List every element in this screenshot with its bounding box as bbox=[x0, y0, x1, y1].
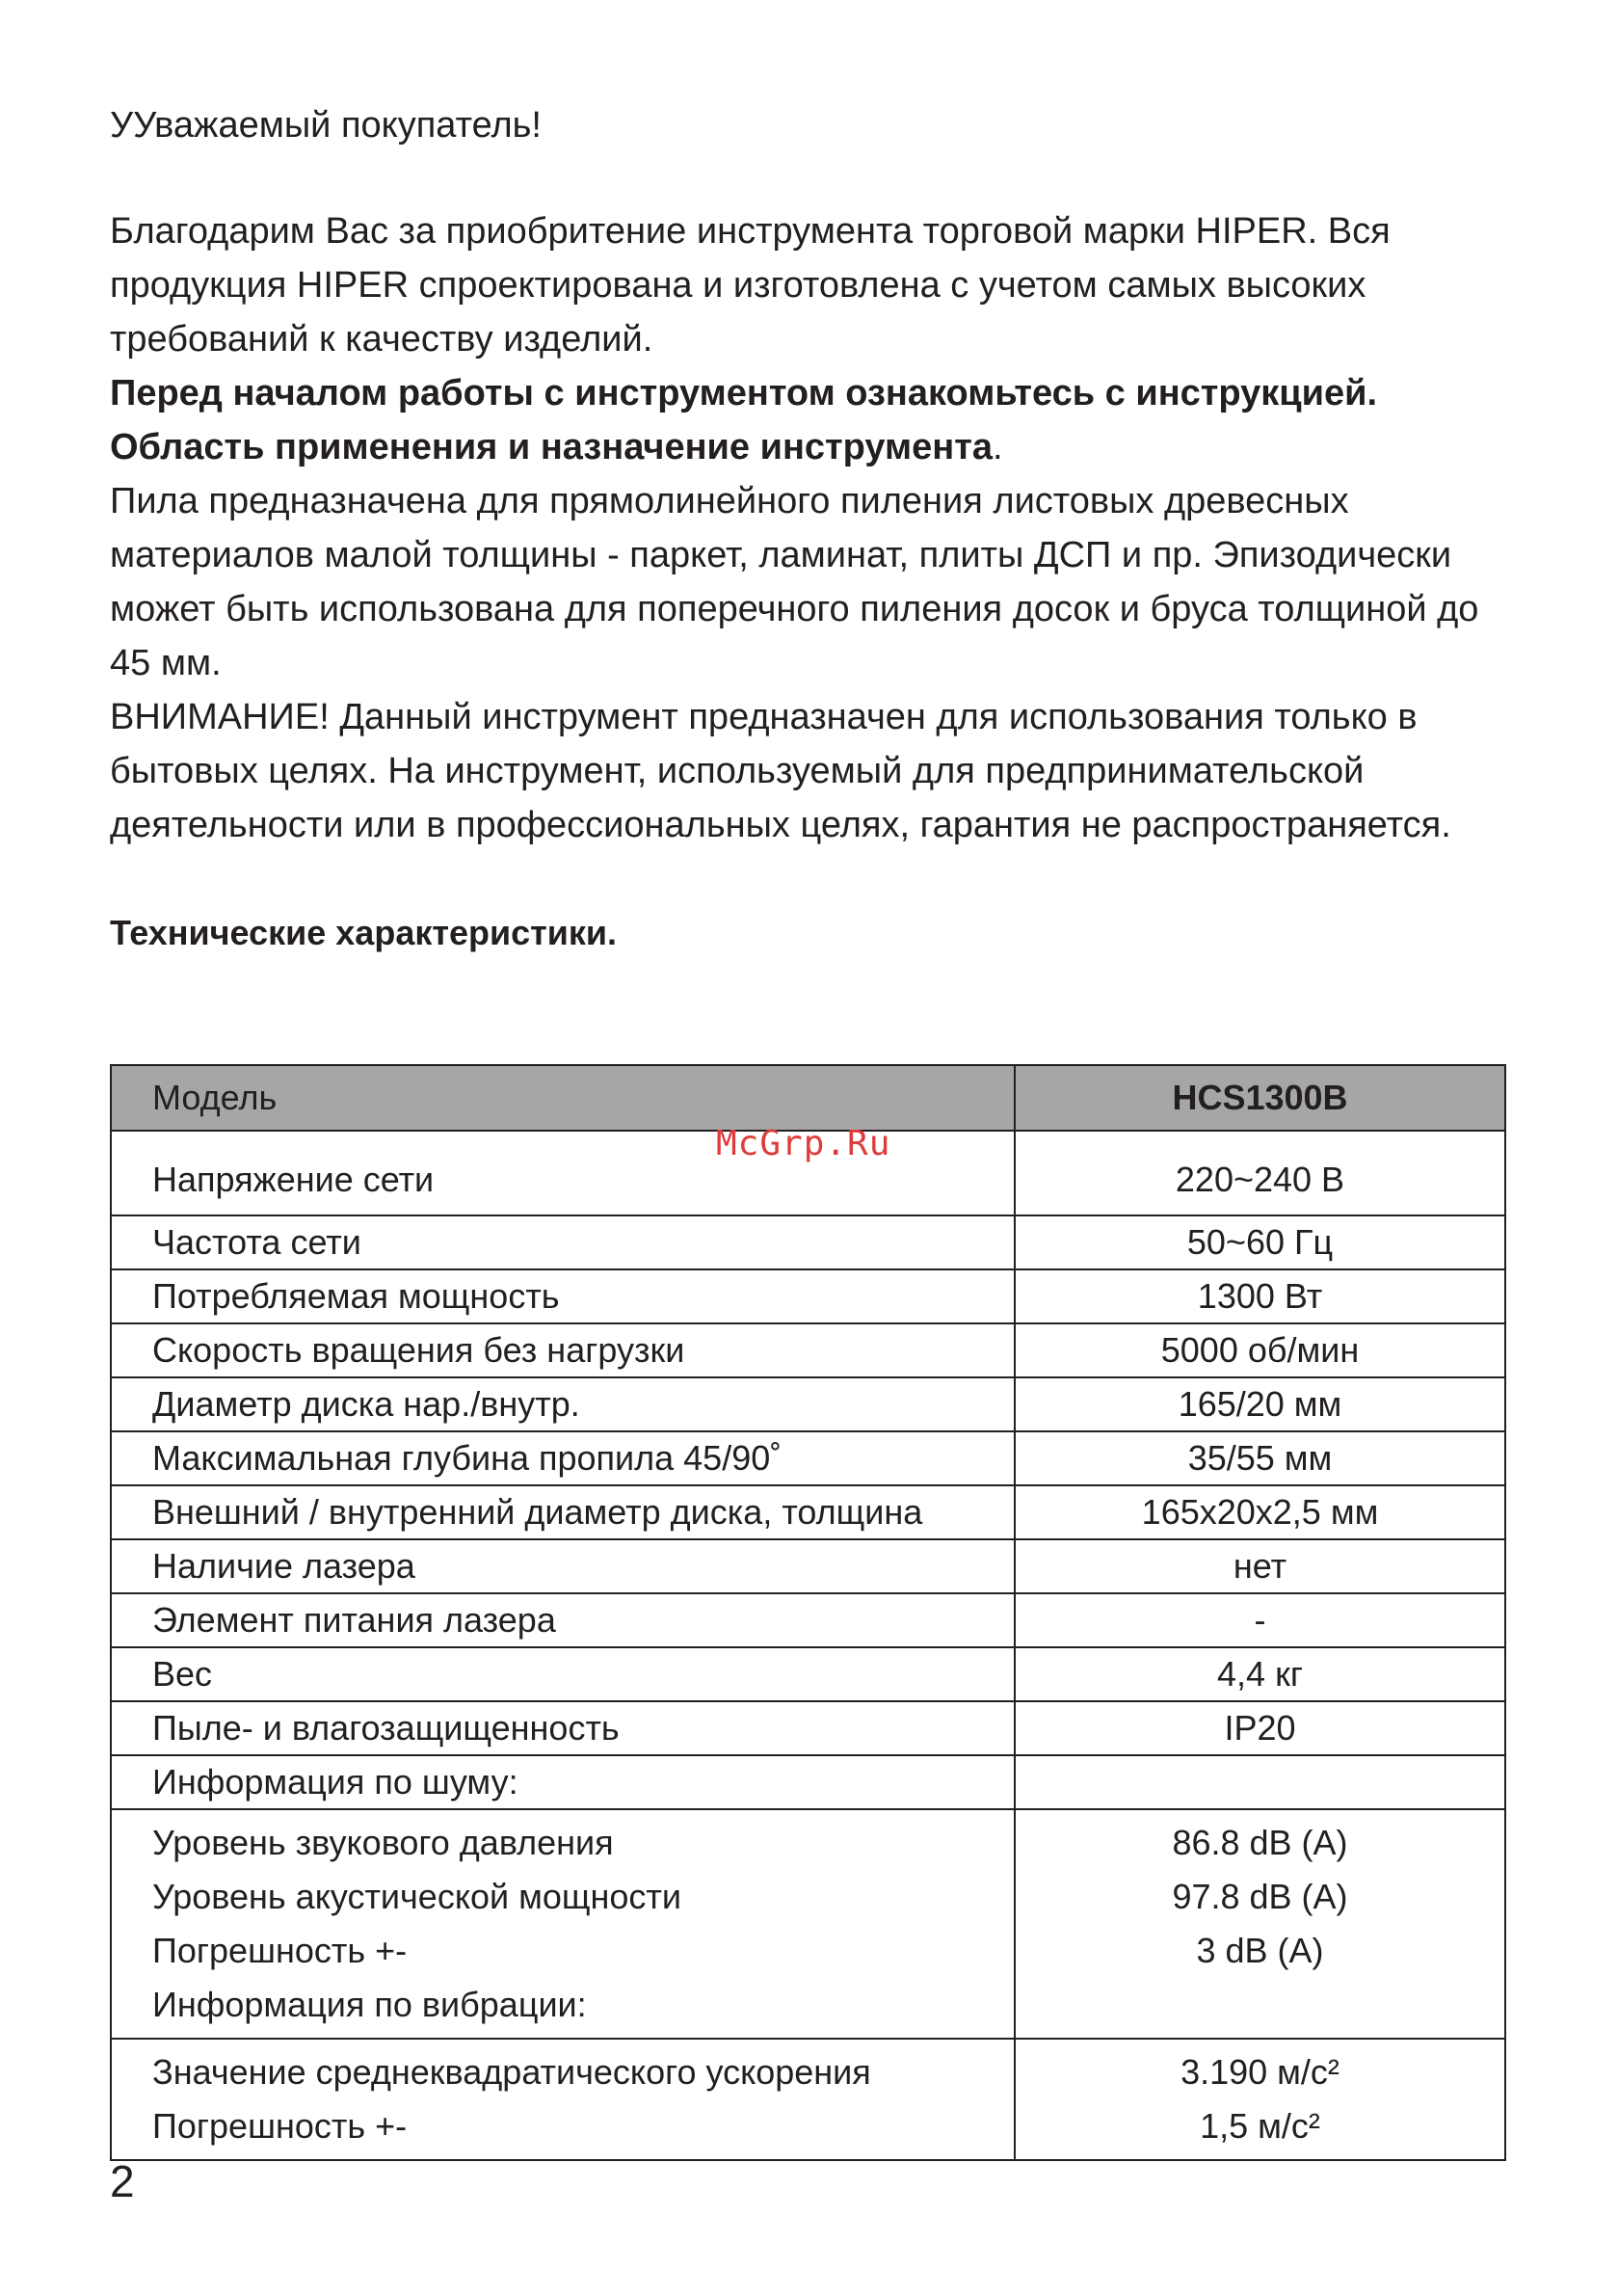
row-value: 35/55 мм bbox=[1015, 1431, 1505, 1485]
row-label: Наличие лазера bbox=[111, 1539, 1015, 1593]
row-value: 165x20x2,5 мм bbox=[1015, 1485, 1505, 1539]
noise-labels bbox=[111, 1809, 1015, 2039]
intro-paragraph: Благодарим Вас за приобритение инструмента торговой марки HIPER. Вся продукция HIPER спроектирована и изготовлена с учетом самых высоких требований к качеству изделий. bbox=[110, 211, 1391, 360]
table-row bbox=[111, 1539, 1505, 1593]
row-label: Информация по шуму: bbox=[111, 1755, 1015, 1809]
spec-table bbox=[110, 1064, 1506, 2161]
table-row bbox=[111, 1755, 1505, 1809]
row-value bbox=[1015, 1755, 1505, 1809]
table-row bbox=[111, 1701, 1505, 1755]
row-value: нет bbox=[1015, 1539, 1505, 1593]
row-label: Пыле- и влагозащищенность bbox=[111, 1701, 1015, 1755]
noise-value: 3 dB (A) bbox=[1196, 1931, 1324, 1970]
watermark: McGrp.Ru bbox=[716, 1124, 891, 1163]
row-value: 165/20 мм bbox=[1015, 1377, 1505, 1431]
greeting: УУважаемый покупатель! bbox=[110, 105, 542, 146]
intro-text bbox=[110, 204, 1526, 852]
noise-label: Информация по вибрации: bbox=[152, 1985, 587, 2024]
purpose-text: Пила предназначена для прямолинейного пиления листовых древесных материалов малой толщины - паркет, ламинат, плиты ДСП и пр. Эпизодически может быть использована для поперечного пиления досок и бруса толщиной до 45 мм. bbox=[110, 481, 1479, 683]
table-row bbox=[111, 1269, 1505, 1323]
tech-specs-heading: Технические характеристики. bbox=[110, 913, 618, 952]
row-label: Потребляемая мощность bbox=[111, 1269, 1015, 1323]
row-label: Скорость вращения без нагрузки bbox=[111, 1323, 1015, 1377]
row-value: 50~60 Гц bbox=[1015, 1215, 1505, 1269]
row-value: IP20 bbox=[1015, 1701, 1505, 1755]
model-value: HCS1300B bbox=[1015, 1065, 1505, 1131]
table-row bbox=[111, 1431, 1505, 1485]
table-row bbox=[111, 1377, 1505, 1431]
row-value: 220~240 В bbox=[1015, 1131, 1505, 1215]
vibration-labels bbox=[111, 2039, 1015, 2160]
noise-values bbox=[1015, 1809, 1505, 2039]
noise-value: 86.8 dB (A) bbox=[1172, 1823, 1348, 1862]
table-row bbox=[111, 1485, 1505, 1539]
row-value: 4,4 кг bbox=[1015, 1647, 1505, 1701]
noise-label: Погрешность +- bbox=[152, 1931, 408, 1970]
noise-value bbox=[1016, 1978, 1504, 2032]
row-label: Вес bbox=[111, 1647, 1015, 1701]
vibration-values bbox=[1015, 2039, 1505, 2160]
vibration-label: Значение среднеквадратического ускорения bbox=[152, 2052, 871, 2092]
purpose-heading-suffix: . bbox=[992, 427, 1003, 467]
row-label: Напряжение сети bbox=[111, 1131, 1015, 1215]
purpose-heading-line bbox=[110, 420, 1526, 474]
read-instructions-notice: Перед началом работы с инструментом ознакомьтесь с инструкцией. bbox=[110, 373, 1378, 414]
row-label: Максимальная глубина пропила 45/90˚ bbox=[111, 1431, 1015, 1485]
vibration-label: Погрешность +- bbox=[152, 2106, 408, 2146]
noise-label: Уровень акустической мощности bbox=[152, 1877, 681, 1916]
table-row bbox=[111, 1647, 1505, 1701]
table-row bbox=[111, 1215, 1505, 1269]
noise-group-row bbox=[111, 1809, 1505, 2039]
table-row bbox=[111, 1323, 1505, 1377]
vibration-value: 3.190 м/c² bbox=[1180, 2052, 1339, 2092]
row-label: Частота сети bbox=[111, 1215, 1015, 1269]
model-label: Модель bbox=[111, 1065, 1015, 1131]
row-label: Элемент питания лазера bbox=[111, 1593, 1015, 1647]
warning-text: ВНИМАНИЕ! Данный инструмент предназначен для использования только в бытовых целях. На инструмент, используемый для предпринимательской деятельности или в профессиональных целях, гарантия не распространяется. bbox=[110, 697, 1451, 845]
noise-value: 97.8 dB (A) bbox=[1172, 1877, 1348, 1916]
table-header-row bbox=[111, 1065, 1505, 1131]
table-row bbox=[111, 1593, 1505, 1647]
purpose-heading: Область применения и назначение инструмента bbox=[110, 427, 993, 467]
row-value: 1300 Вт bbox=[1015, 1269, 1505, 1323]
row-label: Диаметр диска нар./внутр. bbox=[111, 1377, 1015, 1431]
vibration-value: 1,5 м/c² bbox=[1200, 2106, 1320, 2146]
row-value: - bbox=[1015, 1593, 1505, 1647]
row-label: Внешний / внутренний диаметр диска, толщина bbox=[111, 1485, 1015, 1539]
noise-label: Уровень звукового давления bbox=[152, 1823, 614, 1862]
page-number: 2 bbox=[110, 2156, 135, 2206]
row-value: 5000 об/мин bbox=[1015, 1323, 1505, 1377]
vibration-group-row bbox=[111, 2039, 1505, 2160]
